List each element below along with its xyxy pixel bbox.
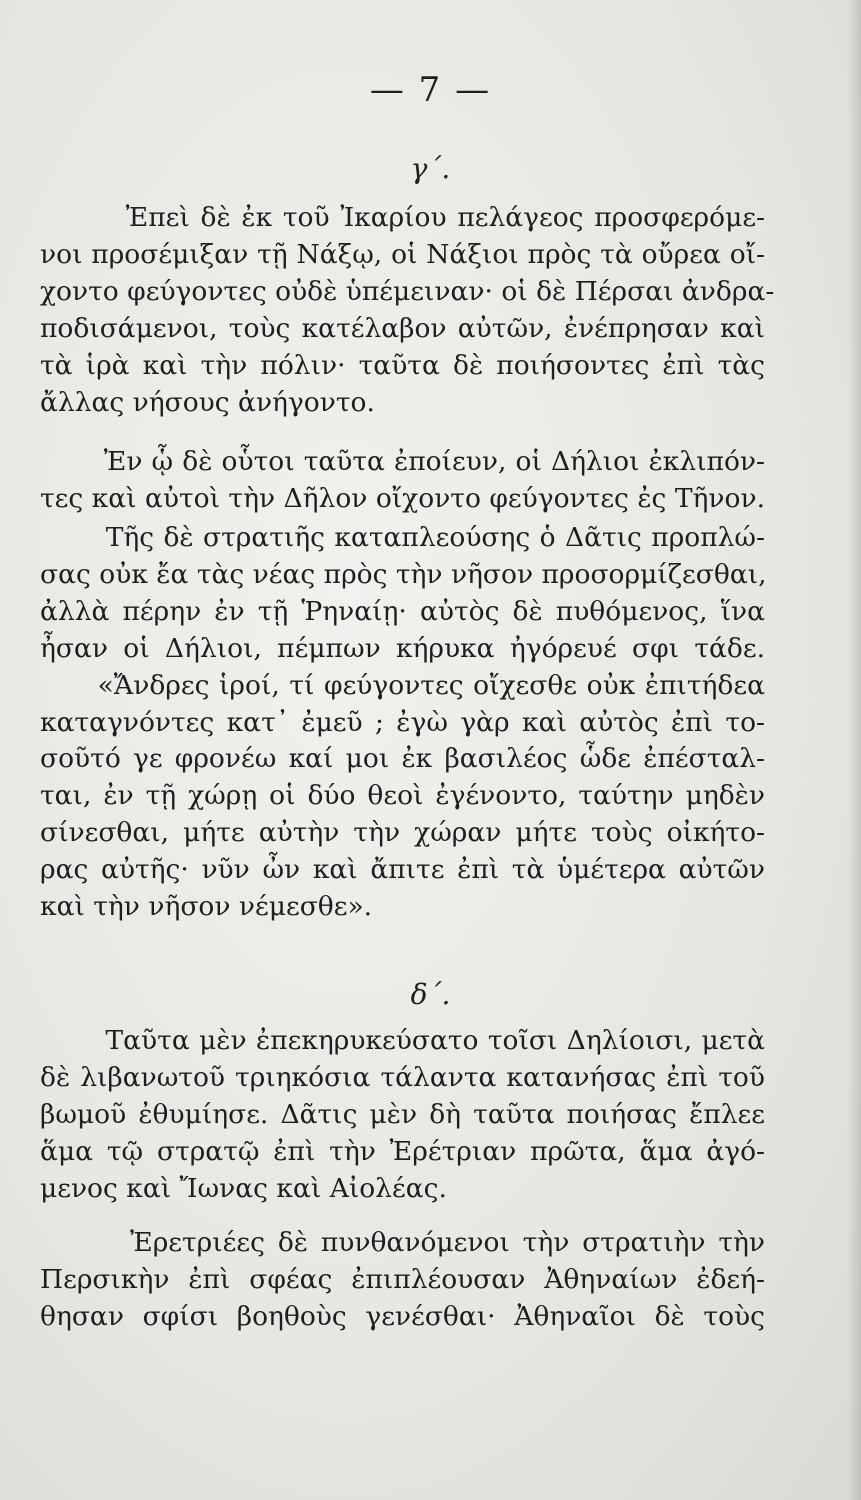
text-line: Ἐν ᾧ δὲ οὗτοι ταῦτα ἐποίευν, οἱ Δήλιοι ἐκλιπόν- (40, 446, 765, 477)
text-line: καταγνόντες κατ᾽ ἐμεῦ ; ἐγὼ γὰρ καὶ αὐτὸς ἐπὶ το- (40, 706, 765, 738)
text-line: βωμοῦ ἐθυμίησε. Δᾶτις μὲν δὴ ταῦτα ποιήσας ἔπλεε (40, 1098, 765, 1130)
section-heading-delta: δ΄. (410, 978, 451, 1011)
text-line: Τῆς δὲ στρατιῆς καταπλεούσης ὁ Δᾶτις προπλώ- (40, 522, 765, 553)
text-line: καὶ τὴν νῆσον νέμεσθε». (40, 891, 373, 923)
text-line: σίνεσθαι, μήτε αὐτὴν τὴν χώραν μήτε τοὺς οἰκήτο- (40, 817, 765, 849)
text-line: μενος καὶ Ἴωνας καὶ Αἰολέας. (40, 1172, 447, 1204)
text-line: σοῦτό γε φρονέω καί μοι ἐκ βασιλέος ὧδε ἐπέσταλ- (40, 743, 765, 775)
paragraph (40, 520, 765, 926)
text-line: τες καὶ αὐτοὶ τὴν Δῆλον οἴχοντο φεύγοντες ἐς Τῆνον. (40, 482, 765, 514)
text-line: ἄλλας νήσους ἀνήγοντο. (40, 386, 375, 418)
paragraph (40, 1225, 765, 1336)
text-line: χοντο φεύγοντες οὐδὲ ὑπέμειναν· οἱ δὲ Πέρσαι ἀνδρα- (40, 275, 775, 307)
text-line: νοι προσέμιξαν τῇ Νάξῳ, οἱ Νάξιοι πρὸς τὰ οὔρεα οἴ- (40, 238, 765, 270)
page-number: — 7 — (369, 70, 492, 110)
paragraph (40, 1023, 765, 1208)
text-line: ρας αὐτῆς· νῦν ὦν καὶ ἄπιτε ἐπὶ τὰ ὑμέτερα αὐτῶν (40, 854, 765, 886)
text-line: ἅμα τῷ στρατῷ ἐπὶ τὴν Ἐρέτριαν πρῶτα, ἅμα ἀγό- (40, 1135, 765, 1167)
text-line: θησαν σφίσι βοηθοὺς γενέσθαι· Ἀθηναῖοι δὲ τοὺς (40, 1300, 765, 1332)
text-line: Ταῦτα μὲν ἐπεκηρυκεύσατο τοῖσι Δηλίοισι, μετὰ (40, 1025, 765, 1056)
text-line: Ἐπεὶ δὲ ἐκ τοῦ Ἰκαρίου πελάγεος προσφερόμε- (40, 202, 765, 233)
text-line: ται, ἐν τῇ χώρῃ οἱ δύο θεοὶ ἐγένοντο, ταύτην μηδὲν (40, 780, 765, 812)
text-line: σας οὐκ ἔα τὰς νέας πρὸς τὴν νῆσον προσορμίζεσθαι, (40, 558, 767, 590)
text-line: Περσικὴν ἐπὶ σφέας ἐπιπλέουσαν Ἀθηναίων ἐδεή- (40, 1263, 765, 1295)
text-line: ἀλλὰ πέρην ἐν τῇ Ῥηναίῃ· αὐτὸς δὲ πυθόμενος, ἵνα (40, 595, 765, 627)
text-line: Ἐρετριέες δὲ πυνθανόμενοι τὴν στρατιὴν τὴν (40, 1227, 765, 1258)
section-heading-gamma: γ΄. (410, 152, 451, 185)
paragraph (40, 200, 775, 421)
text-line: δὲ λιβανωτοῦ τριηκόσια τάλαντα κατανήσας ἐπὶ τοῦ (40, 1061, 765, 1093)
text-line: ἦσαν οἱ Δήλιοι, πέμπων κήρυκα ἠγόρευέ σφι τάδε. (40, 632, 765, 664)
paragraph (40, 444, 765, 518)
text-line: τὰ ἱρὰ καὶ τὴν πόλιν· ταῦτα δὲ ποιήσοντες ἐπὶ τὰς (40, 349, 765, 381)
text-line: «Ἄνδρες ἱροί, τί φεύγοντες οἴχεσθε οὐκ ἐπιτήδεα (40, 669, 765, 701)
text-line: ποδισάμενοι, τοὺς κατέλαβον αὐτῶν, ἐνέπρησαν καὶ (40, 312, 765, 344)
